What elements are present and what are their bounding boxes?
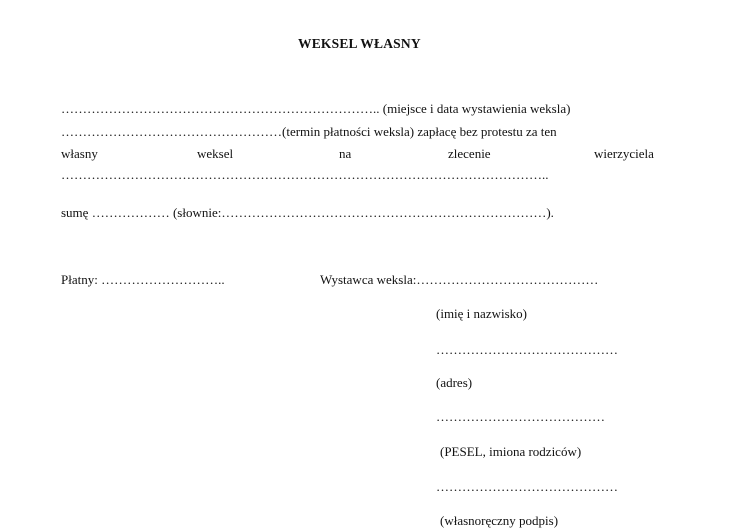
justified-word-2: weksel [197,146,234,161]
justified-word-4: zlecenie [448,146,491,161]
justified-word-1: własny [61,146,98,161]
justified-word-5: wierzyciela [594,146,654,161]
signature-dots: …………………………………… [436,479,618,494]
creditor-dots-line: ………………………………………………………………………………………………….. [61,167,549,182]
address-caption: (adres) [436,375,473,390]
sum-line: sumę ……………… (słownie:…………………………………………………………………). [61,205,554,220]
issue-place-date-line: ……………………………………………………………….. (miejsce i data wystawienia weksla) [61,101,571,116]
pesel-caption: (PESEL, imiona rodziców) [440,444,582,459]
signature-caption: (własnoręczny podpis) [440,513,559,528]
address-dots: …………………………………… [436,342,618,357]
payment-term-line: ……………………………………………(termin płatności weksla) zapłacę bez protestu za ten [61,124,557,139]
pesel-dots: ………………………………… [436,409,605,424]
name-caption: (imię i nazwisko) [436,306,527,321]
document-title: WEKSEL WŁASNY [298,36,421,51]
justified-word-3: na [339,146,352,161]
payer-line: Płatny: ……………………….. [61,272,225,287]
issuer-line: Wystawca weksla:…………………………………… [320,272,599,287]
